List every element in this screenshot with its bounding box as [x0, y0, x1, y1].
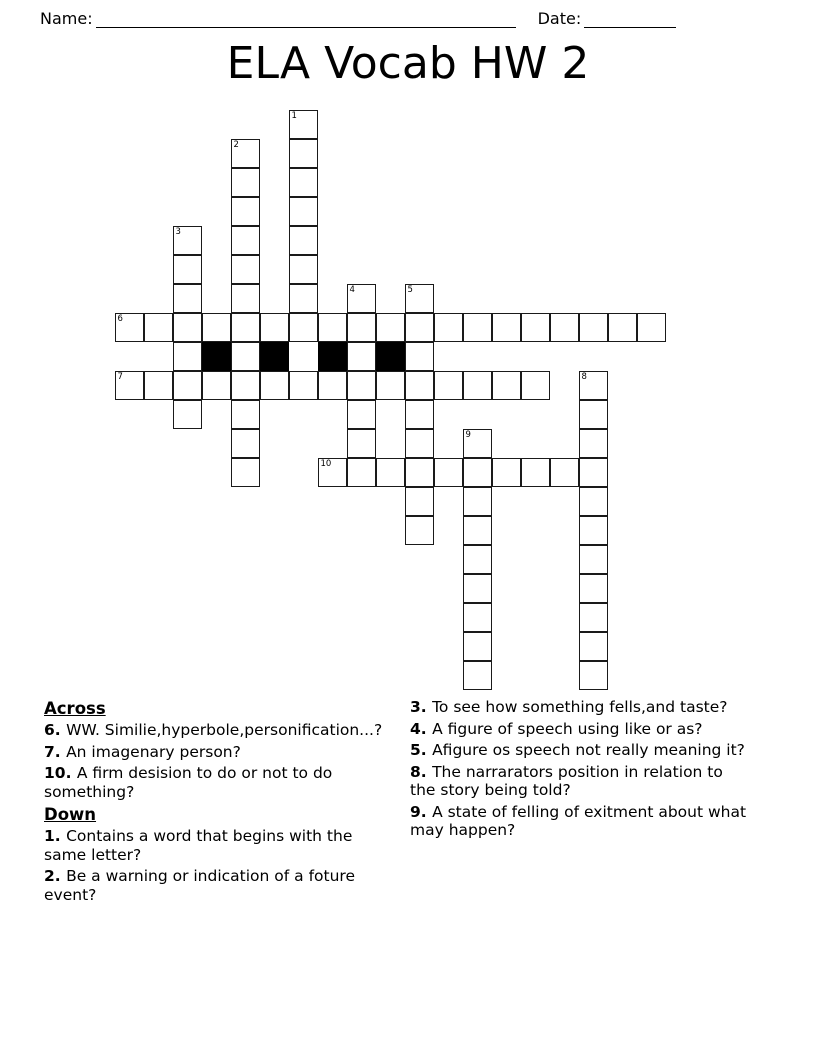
grid-cell[interactable] — [434, 371, 463, 400]
grid-cell[interactable] — [492, 313, 521, 342]
grid-cell[interactable] — [579, 574, 608, 603]
grid-cell-number: 2 — [233, 140, 239, 150]
grid-cell[interactable] — [376, 371, 405, 400]
grid-cell[interactable] — [260, 313, 289, 342]
grid-cell[interactable] — [289, 168, 318, 197]
grid-cell[interactable] — [579, 603, 608, 632]
clue-down-1 — [44, 827, 384, 864]
grid-cell[interactable] — [405, 487, 434, 516]
grid-cell[interactable] — [579, 632, 608, 661]
grid-cell[interactable] — [521, 458, 550, 487]
clue-text: Be a warning or indication of a foture event? — [44, 867, 355, 904]
grid-cell[interactable] — [231, 400, 260, 429]
grid-cell[interactable] — [463, 661, 492, 690]
clue-down-3 — [410, 698, 750, 717]
grid-cell[interactable] — [550, 313, 579, 342]
grid-cell[interactable] — [405, 429, 434, 458]
grid-block-cell — [260, 342, 289, 371]
grid-cell[interactable] — [405, 284, 434, 313]
clue-number: 7. — [44, 742, 67, 761]
grid-cell[interactable] — [347, 313, 376, 342]
name-label: Name: — [40, 9, 93, 28]
grid-cell[interactable] — [347, 429, 376, 458]
grid-cell[interactable] — [231, 458, 260, 487]
clue-number: 4. — [410, 719, 433, 738]
date-label: Date: — [537, 9, 582, 28]
grid-cell[interactable] — [289, 284, 318, 313]
across-clue-list — [44, 721, 384, 801]
grid-cell[interactable] — [144, 313, 173, 342]
grid-cell[interactable] — [289, 110, 318, 139]
clues-column-right — [410, 698, 750, 843]
grid-cell[interactable] — [492, 458, 521, 487]
clues-column-left — [44, 698, 384, 907]
grid-cell[interactable] — [463, 574, 492, 603]
grid-cell[interactable] — [231, 429, 260, 458]
grid-cell[interactable] — [231, 284, 260, 313]
grid-cell[interactable] — [434, 313, 463, 342]
grid-cell[interactable] — [579, 371, 608, 400]
clue-down-4 — [410, 720, 750, 739]
grid-block-cell — [202, 342, 231, 371]
clue-down-9 — [410, 803, 750, 840]
grid-cell[interactable] — [318, 458, 347, 487]
grid-cell[interactable] — [173, 226, 202, 255]
grid-cell[interactable] — [463, 458, 492, 487]
grid-cell[interactable] — [144, 371, 173, 400]
clue-number: 3. — [410, 698, 433, 716]
grid-cell[interactable] — [463, 313, 492, 342]
down-heading: Down — [44, 805, 97, 824]
grid-cell-number: 10 — [320, 459, 332, 469]
clue-number: 9. — [410, 802, 433, 821]
grid-cell[interactable] — [347, 342, 376, 371]
grid-cell-number: 5 — [407, 285, 413, 295]
clue-across-7 — [44, 743, 384, 762]
grid-cell[interactable] — [405, 371, 434, 400]
grid-cell[interactable] — [289, 139, 318, 168]
grid-cell[interactable] — [463, 516, 492, 545]
grid-cell[interactable] — [318, 313, 347, 342]
grid-cell[interactable] — [347, 284, 376, 313]
grid-cell[interactable] — [405, 342, 434, 371]
grid-cell[interactable] — [405, 400, 434, 429]
clue-number: 2. — [44, 867, 67, 885]
grid-cell-number: 9 — [465, 430, 471, 440]
grid-cell[interactable] — [492, 371, 521, 400]
grid-cell[interactable] — [289, 226, 318, 255]
grid-cell-number: 3 — [175, 227, 181, 237]
grid-cell[interactable] — [173, 313, 202, 342]
clue-text: An imagenary person? — [66, 742, 241, 761]
clues-section — [44, 698, 772, 978]
grid-cell[interactable] — [463, 603, 492, 632]
grid-cell[interactable] — [579, 429, 608, 458]
grid-cell[interactable] — [463, 632, 492, 661]
clue-text: To see how something fells,and taste? — [432, 698, 728, 716]
grid-cell[interactable] — [347, 371, 376, 400]
grid-cell[interactable] — [231, 226, 260, 255]
down-clue-list-right — [410, 698, 750, 840]
clue-across-6 — [44, 721, 384, 740]
grid-cell[interactable] — [289, 371, 318, 400]
clue-text: Contains a word that begins with the same letter? — [44, 827, 353, 864]
grid-cell[interactable] — [318, 371, 347, 400]
clue-number: 8. — [410, 762, 433, 781]
clue-number: 1. — [44, 827, 67, 845]
grid-cell[interactable] — [231, 168, 260, 197]
grid-block-cell — [318, 342, 347, 371]
grid-cell[interactable] — [579, 516, 608, 545]
grid-cell[interactable] — [260, 371, 289, 400]
grid-cell[interactable] — [579, 313, 608, 342]
grid-cell[interactable] — [579, 661, 608, 690]
clue-across-10 — [44, 764, 384, 801]
clue-down-2 — [44, 867, 384, 904]
grid-cell[interactable] — [231, 342, 260, 371]
grid-cell[interactable] — [289, 197, 318, 226]
grid-cell[interactable] — [289, 255, 318, 284]
page-title: ELA Vocab HW 2 — [226, 38, 590, 89]
across-heading: Across — [44, 699, 106, 718]
grid-cell[interactable] — [173, 371, 202, 400]
grid-cell[interactable] — [521, 313, 550, 342]
grid-cell-number: 4 — [349, 285, 355, 295]
grid-cell[interactable] — [579, 545, 608, 574]
grid-cell[interactable] — [405, 313, 434, 342]
grid-cell[interactable] — [173, 342, 202, 371]
grid-cell[interactable] — [579, 458, 608, 487]
down-clue-list-left — [44, 827, 384, 904]
grid-cell[interactable] — [463, 429, 492, 458]
clue-number: 6. — [44, 721, 67, 739]
grid-cell[interactable] — [434, 458, 463, 487]
grid-cell[interactable] — [202, 371, 231, 400]
grid-cell[interactable] — [463, 487, 492, 516]
clue-text: A state of felling of exitment about what may happen? — [410, 802, 747, 839]
clue-text: A figure of speech using like or as? — [432, 719, 703, 738]
grid-cell[interactable] — [231, 255, 260, 284]
grid-cell[interactable] — [115, 313, 144, 342]
clue-down-8 — [410, 763, 750, 800]
grid-cell[interactable] — [376, 458, 405, 487]
clue-text: Afigure os speech not really meaning it? — [432, 741, 745, 759]
grid-cell[interactable] — [550, 458, 579, 487]
grid-cell[interactable] — [463, 545, 492, 574]
grid-cell[interactable] — [376, 313, 405, 342]
grid-cell[interactable] — [231, 197, 260, 226]
grid-cell[interactable] — [347, 400, 376, 429]
grid-cell-number: 6 — [117, 314, 123, 324]
grid-cell[interactable] — [231, 313, 260, 342]
grid-cell-number: 1 — [291, 111, 297, 121]
clue-text: A firm desision to do or not to do something? — [44, 764, 333, 801]
grid-block-cell — [376, 342, 405, 371]
grid-cell[interactable] — [405, 516, 434, 545]
grid-cell[interactable] — [521, 371, 550, 400]
grid-cell[interactable] — [115, 371, 144, 400]
grid-cell[interactable] — [173, 284, 202, 313]
grid-cell[interactable] — [405, 458, 434, 487]
clue-text: The narrarators position in relation to the story being told? — [410, 762, 723, 799]
grid-cell-number: 8 — [581, 372, 587, 382]
grid-cell[interactable] — [231, 371, 260, 400]
grid-cell-number: 7 — [117, 372, 123, 382]
clue-number: 5. — [410, 741, 433, 759]
grid-cell[interactable] — [231, 139, 260, 168]
clue-number: 10. — [44, 764, 77, 782]
grid-cell[interactable] — [637, 313, 666, 342]
clue-down-5 — [410, 741, 750, 760]
grid-cell[interactable] — [579, 400, 608, 429]
grid-cell[interactable] — [202, 313, 231, 342]
grid-cell[interactable] — [173, 255, 202, 284]
grid-cell[interactable] — [347, 458, 376, 487]
clue-text: WW. Similie,hyperbole,personification...? — [66, 721, 383, 739]
grid-cell[interactable] — [173, 400, 202, 429]
grid-cell[interactable] — [579, 487, 608, 516]
grid-cell[interactable] — [608, 313, 637, 342]
grid-cell[interactable] — [463, 371, 492, 400]
grid-cell[interactable] — [289, 313, 318, 342]
